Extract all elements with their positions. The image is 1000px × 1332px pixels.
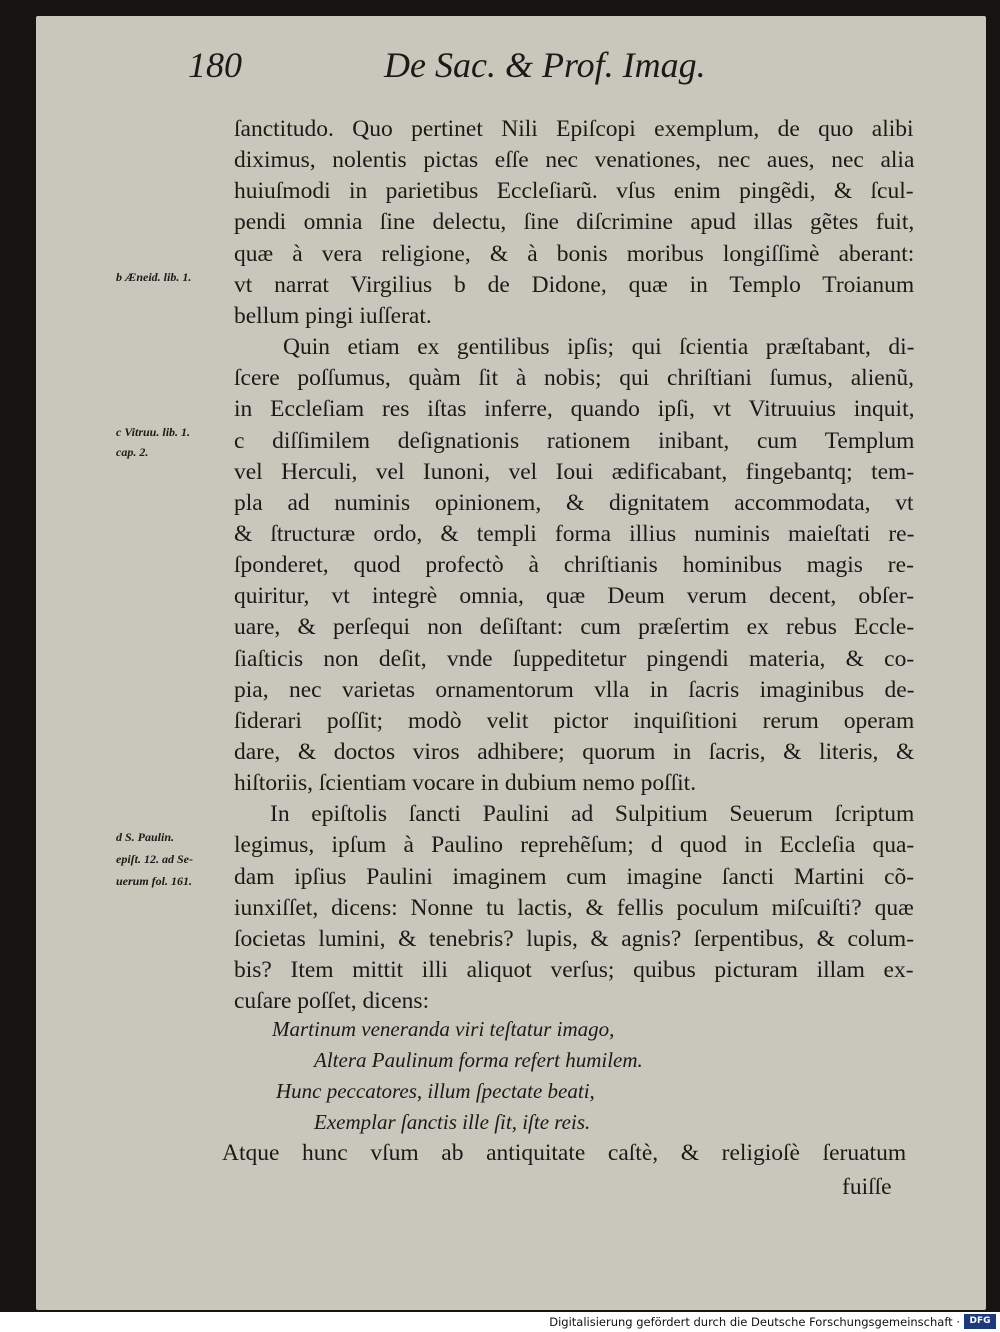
- text-line: & ſtructuræ ordo, & templi forma illius numinis maieſtati re-: [234, 520, 915, 547]
- margin-note: epiſt. 12. ad Se-: [116, 852, 193, 866]
- text-line: ſiderari poſſit; modò velit pictor inquiſitioni rerum operam: [234, 707, 915, 734]
- page-number: 180: [188, 45, 242, 85]
- text-line: In epiſtolis ſancti Paulini ad Sulpitium Seuerum ſcriptum: [270, 801, 915, 828]
- verse-line: Altera Paulinum forma refert humilem.: [314, 1048, 643, 1072]
- text-line: bis? Item mittit illi aliquot verſus; quibus picturam illam ex-: [234, 957, 914, 984]
- footer-credit: Digitalisierung gefördert durch die Deutsche Forschungsgemeinschaft ·: [549, 1315, 960, 1329]
- text-line: pla ad numinis opinionem, & dignitatem accommodata, vt: [234, 489, 914, 516]
- text-line: pendi omnia ſine delectu, ſine diſcrimine apud illas gẽtes fuit,: [234, 209, 915, 236]
- text-line: cuſare poſſet, dicens:: [234, 988, 430, 1015]
- footer-bar: [0, 1312, 1000, 1332]
- text-line: Quin etiam ex gentilibus ipſis; qui ſcientia præſtabant, di-: [283, 334, 915, 361]
- margin-note: cap. 2.: [116, 445, 149, 459]
- dfg-logo: DFG: [964, 1314, 996, 1329]
- margin-note: uerum fol. 161.: [116, 874, 193, 888]
- text-line: ſcere poſſumus, quàm ſit à nobis; qui chriſtiani ſumus, alienũ,: [234, 365, 915, 392]
- text-line: huiuſmodi in parietibus Eccleſiarũ. vſus enim pingẽdi, & ſcul-: [234, 178, 914, 205]
- text-line: fuiſſe: [842, 1174, 892, 1200]
- text-line: pia, nec varietas ornamentorum vlla in ſacris imaginibus de-: [234, 676, 915, 703]
- text-line: ſanctitudo. Quo pertinet Nili Epiſcopi exemplum, de quo alibi: [234, 116, 914, 142]
- text-line: Atque hunc vſum ab antiquitate caſtè, & religioſè ſeruatum: [222, 1140, 907, 1166]
- margin-note: c Vitruu. lib. 1.: [116, 425, 191, 439]
- text-line: dam ipſius Paulini imaginem cum imagine ſancti Martini cõ-: [234, 863, 915, 890]
- text-line: quiritur, vt integrè omnia, quæ Deum verum decent, obſer-: [234, 583, 915, 610]
- text-line: diximus, nolentis pictas eſſe nec venationes, nec aues, nec alia: [234, 147, 915, 174]
- margin-note: d S. Paulin.: [116, 830, 175, 844]
- text-line: bellum pingi iuſſerat.: [234, 302, 432, 329]
- text-line: c diſſimilem deſignationis rationem inibant, cum Templum: [234, 427, 915, 454]
- text-line: vel Herculi, vel Iunoni, vel Ioui ædificabant, fingebantq; tem-: [234, 458, 915, 485]
- text-line: in Eccleſiam res iſtas inferre, quando ipſi, vt Vitruuius inquit,: [234, 396, 915, 423]
- text-line: ſponderet, quod profectò à chriſtianis hominibus magis re-: [234, 552, 914, 579]
- text-line: dare, & doctos viros adhibere; quorum in ſacris, & literis, &: [234, 739, 915, 765]
- running-title: De Sac. & Prof. Imag.: [384, 45, 706, 85]
- margin-note: b Æneid. lib. 1.: [116, 270, 192, 284]
- text-line: iunxiſſet, dicens: Nonne tu lactis, & fellis poculum miſcuiſti? quæ: [234, 894, 914, 921]
- text-line: uare, & perſequi non deſiſtant: cum præſertim ex rebus Eccle-: [234, 614, 915, 641]
- verse-line: Exemplar ſanctis ille ſit, iſte reis.: [314, 1110, 591, 1134]
- running-head: [188, 44, 758, 94]
- verse-line: Hunc peccatores, illum ſpectate beati,: [276, 1079, 595, 1103]
- text-line: vt narrat Virgilius b de Didone, quæ in Templo Troianum: [234, 271, 915, 298]
- text-line: quæ à vera religione, & à bonis moribus longiſſimè aberant:: [234, 240, 915, 267]
- text-line: ſocietas lumini, & tenebris? lupis, & agnis? ſerpentibus, & colum-: [234, 925, 915, 952]
- text-line: hiſtoriis, ſcientiam vocare in dubium nemo poſſit.: [234, 770, 697, 797]
- text-line: ſiaſticis non deſit, vnde ſuppeditetur pingendi materia, & co-: [234, 645, 915, 672]
- verse-line: Martinum veneranda viri teſtatur imago,: [272, 1017, 615, 1041]
- text-line: legimus, ipſum à Paulino reprehẽſum; d quod in Eccleſia qua-: [234, 832, 915, 859]
